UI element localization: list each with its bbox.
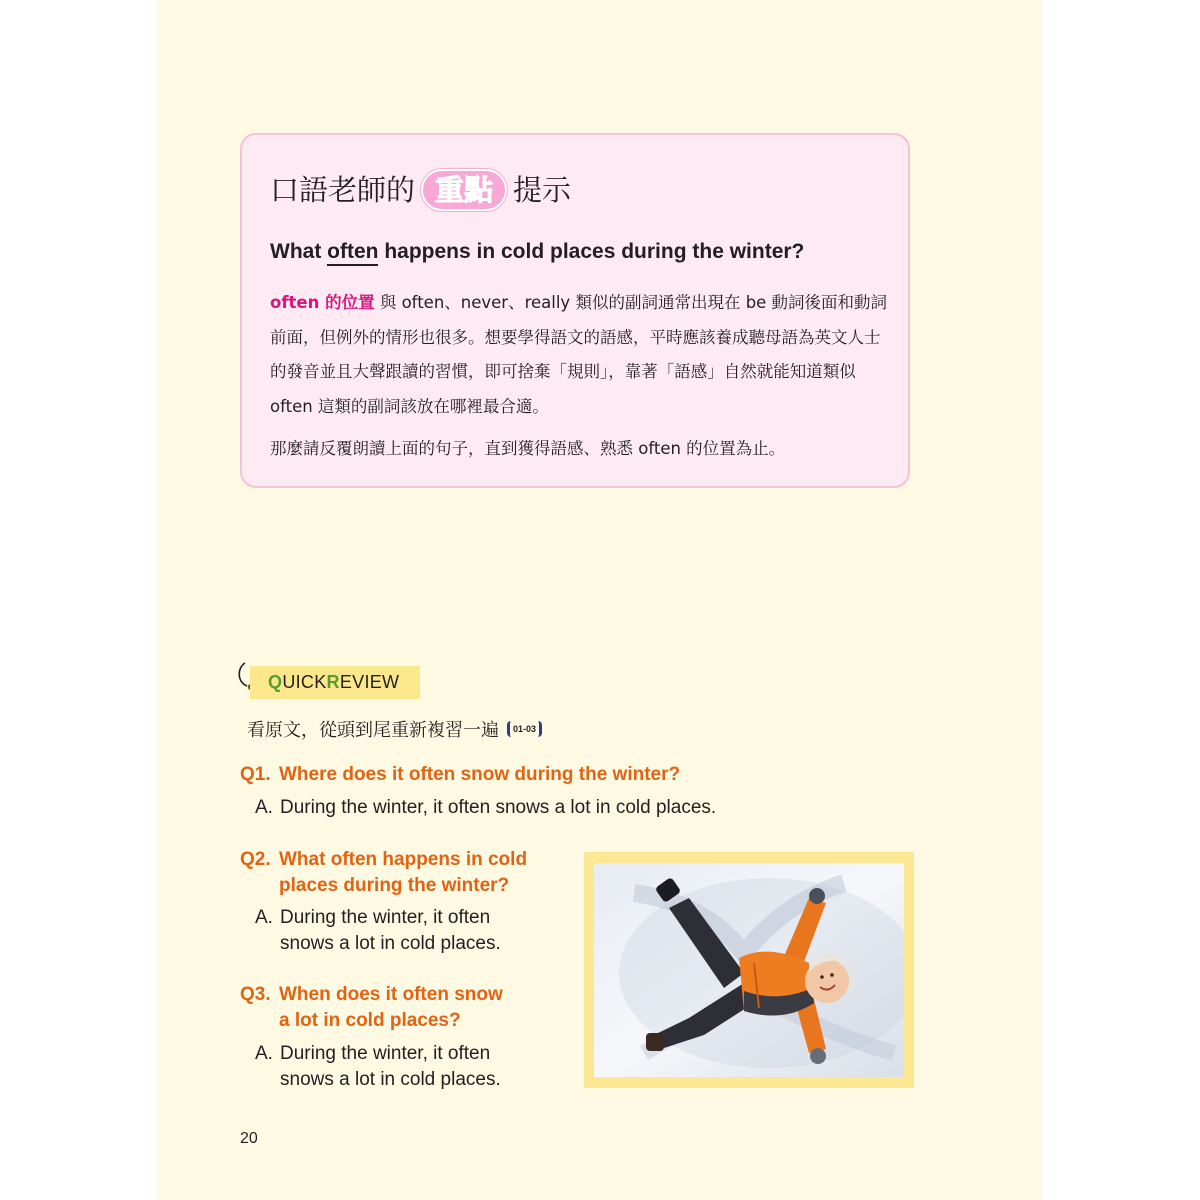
quick-review-q-initial: Q bbox=[268, 672, 283, 692]
tip-question bbox=[270, 240, 804, 264]
tip-question-pre: What bbox=[270, 240, 328, 263]
answer-1-label: A. bbox=[255, 797, 273, 818]
tip-title-highlight: 重點 bbox=[421, 169, 507, 211]
answer-1-text: During the winter, it often snows a lot in cold places. bbox=[280, 797, 717, 818]
answer-2-line-2: snows a lot in cold places. bbox=[280, 933, 501, 954]
question-2 bbox=[240, 847, 527, 899]
quick-review-r-initial: R bbox=[326, 672, 340, 692]
audio-track-label: 01-03 bbox=[513, 724, 537, 734]
photo-frame bbox=[584, 852, 914, 1088]
tip-paragraph-2: 那麼請反覆朗讀上面的句子，直到獲得語感、熟悉 often 的位置為止。 bbox=[270, 439, 786, 458]
tip-question-post: happens in cold places during the winter? bbox=[378, 240, 805, 263]
review-instruction-text: 看原文，從頭到尾重新複習一遍 bbox=[247, 720, 499, 741]
snow-angel-photo bbox=[594, 863, 904, 1077]
quick-review-q-rest: UICK bbox=[282, 672, 327, 692]
answer-2-line-1: During the winter, it often bbox=[280, 907, 491, 928]
question-3-number: Q3. bbox=[240, 984, 271, 1005]
page-number: 20 bbox=[240, 1130, 258, 1147]
tip-title-prefix: 口語老師的 bbox=[270, 173, 416, 207]
tip-paragraph-body: 與 often、never、really 類似的副詞通常出現在 be 動詞後面和動詞前面，但例外的情形也很多。想要學得語文的語感，平時應該養成聽母語為英文人士的發音並且大聲跟讀的習慣，即可捨棄「規則」，靠著「語感」自然就能知道類似 often 這類的副詞該放在哪裡最合適。 bbox=[270, 293, 888, 416]
question-2-line-2: places during the winter? bbox=[279, 875, 510, 896]
quick-review-header bbox=[250, 666, 420, 699]
answer-1 bbox=[255, 795, 716, 821]
answer-3 bbox=[255, 1041, 501, 1093]
answer-3-label: A. bbox=[255, 1043, 273, 1064]
question-3-line-1: When does it often snow bbox=[279, 984, 503, 1005]
answer-2-label: A. bbox=[255, 907, 273, 928]
question-3 bbox=[240, 982, 503, 1034]
question-3-line-2: a lot in cold places? bbox=[279, 1010, 461, 1031]
question-2-number: Q2. bbox=[240, 849, 271, 870]
audio-track-badge bbox=[507, 721, 542, 737]
answer-2 bbox=[255, 905, 501, 957]
review-instruction bbox=[247, 716, 542, 742]
question-1-number: Q1. bbox=[240, 764, 271, 785]
tip-paragraph-lead: often 的位置 bbox=[270, 293, 375, 312]
question-1-text: Where does it often snow during the winter? bbox=[279, 764, 681, 785]
question-2-line-1: What often happens in cold bbox=[279, 849, 528, 870]
tip-title bbox=[270, 168, 571, 212]
question-1 bbox=[240, 762, 680, 788]
answer-3-line-1: During the winter, it often bbox=[280, 1043, 491, 1064]
answer-3-line-2: snows a lot in cold places. bbox=[280, 1069, 501, 1090]
tip-question-underlined: often bbox=[327, 240, 378, 266]
tip-paragraph bbox=[270, 286, 890, 424]
quick-review-r-rest: EVIEW bbox=[339, 672, 400, 692]
tip-title-suffix: 提示 bbox=[513, 173, 572, 207]
